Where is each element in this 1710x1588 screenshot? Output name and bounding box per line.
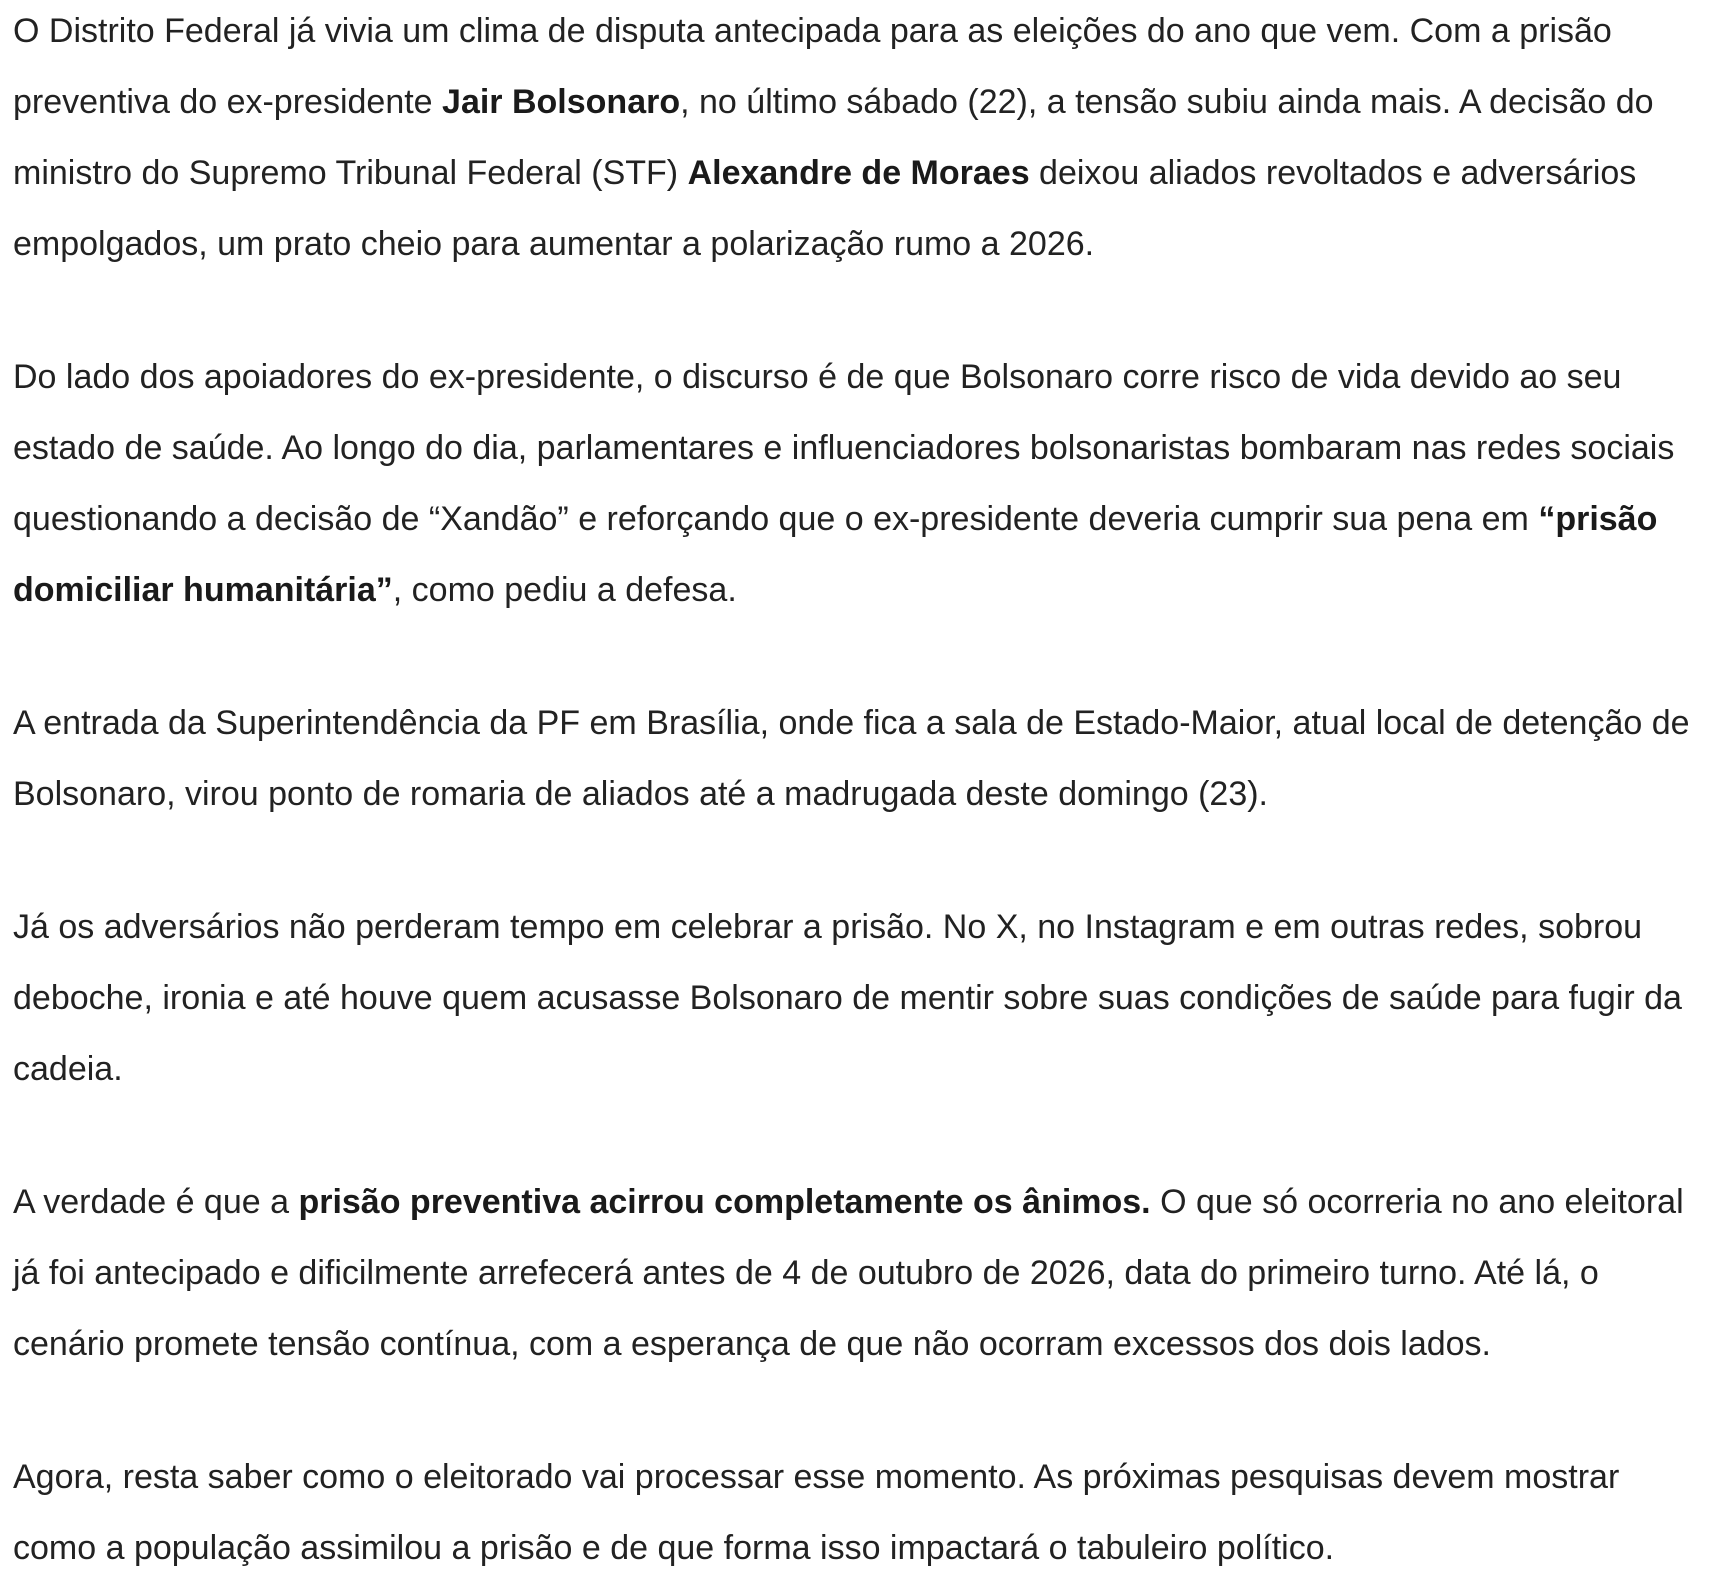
- paragraph-5: [13, 1167, 1697, 1380]
- bold-name-jair-bolsonaro: Jair Bolsonaro: [442, 83, 681, 121]
- bold-highlight-prisao-preventiva: prisão preventiva acirrou completamente os ânimos.: [298, 1183, 1151, 1221]
- paragraph-4: [13, 892, 1697, 1105]
- text-run: O que só ocorreria no ano eleitoral já foi antecipado e dificilmente arrefecerá antes de 4 de outubro de 2026, data do primeiro turno. Até lá, o cenário promete tensão contínua, com a esperança de que não ocorram excessos dos dois lados.: [13, 1183, 1684, 1363]
- text-run: deixou aliados revoltados e adversários empolgados, um prato cheio para aumentar a polarização rumo a 2026.: [13, 154, 1637, 263]
- text-run: Já os adversários não perderam tempo em celebrar a prisão. No X, no Instagram e em outras redes, sobrou deboche, ironia e até houve quem acusasse Bolsonaro de mentir sobre suas condições de saúde para fugir da cadeia.: [13, 908, 1682, 1088]
- bold-quote-prisao-domiciliar: “prisão domiciliar humanitária”: [13, 500, 1658, 609]
- bold-name-alexandre-de-moraes: Alexandre de Moraes: [687, 154, 1030, 192]
- paragraph-6: [13, 1442, 1697, 1584]
- paragraph-3: [13, 688, 1697, 830]
- text-run: Agora, resta saber como o eleitorado vai processar esse momento. As próximas pesquisas devem mostrar como a população assimilou a prisão e de que forma isso impactará o tabuleiro político.: [13, 1458, 1620, 1567]
- paragraph-1: [13, 0, 1697, 280]
- text-run: , no último sábado (22), a tensão subiu ainda mais. A decisão do ministro do Supremo Tribunal Federal (STF): [13, 83, 1654, 192]
- text-run: A verdade é que a: [13, 1183, 299, 1221]
- text-run: A entrada da Superintendência da PF em Brasília, onde fica a sala de Estado-Maior, atual local de detenção de Bolsonaro, virou ponto de romaria de aliados até a madrugada deste domingo (23).: [13, 704, 1690, 813]
- text-run: Do lado dos apoiadores do ex-presidente, o discurso é de que Bolsonaro corre risco de vida devido ao seu estado de saúde. Ao longo do dia, parlamentares e influenciadores bolsonaristas bombaram nas redes sociais questionando a decisão de “Xandão” e reforçando que o ex-presidente deveria cumprir sua pena em: [13, 358, 1675, 538]
- text-run: O Distrito Federal já vivia um clima de disputa antecipada para as eleições do ano que vem. Com a prisão preventiva do ex-presidente: [13, 12, 1612, 121]
- paragraph-2: [13, 342, 1697, 626]
- text-run: , como pediu a defesa.: [392, 571, 737, 609]
